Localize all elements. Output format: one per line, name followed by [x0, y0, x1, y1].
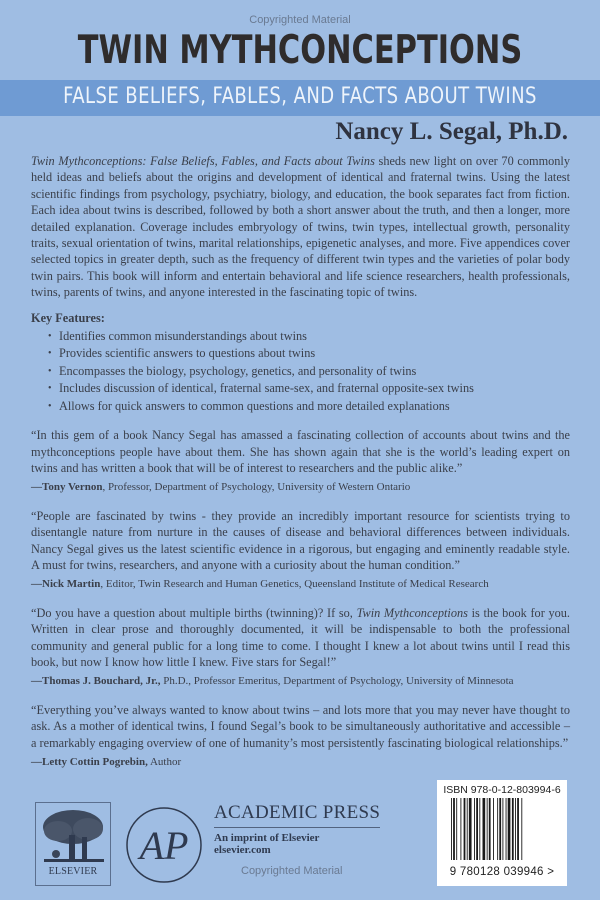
- barcode-bar: [456, 798, 457, 860]
- description-body: sheds new light on over 70 commonly held ideas and beliefs about the origins and development of identical and fraternal twins. Using the latest scientific findings from psychology, psychiatry, biology, and education, the book separates fact from fiction. Each idea about twins is described, followed by both a short answer about the truth, and then a longer, more detailed explanation. Coverage includes embryology of twins, twin types, intellectual growth, personality traits, sexual orientation of twins, marital relationships, epigenetic analyses, and more. Five appendices cover selected topics in greater depth, such as the frequency of different twin types and the varieties of polar body twin pairs. This book will inform and entertain behavioral and life science researchers, health professionals, twins, parents of twins, and anyone interested in the fascinating topic of twins.: [31, 154, 570, 300]
- barcode-bar: [508, 798, 511, 860]
- description: [31, 153, 570, 301]
- isbn-label: ISBN 978-0-12-803994-6: [443, 784, 561, 796]
- feature-item: • Encompasses the biology, psychology, genetics, and personality of twins: [49, 363, 570, 380]
- endorsement-attribution: [31, 673, 570, 689]
- quote-italic-title: Twin Mythconceptions: [356, 605, 468, 620]
- back-cover-content: [31, 153, 570, 770]
- barcode-bar: [451, 798, 452, 860]
- feature-item: • Identifies common misunderstandings about twins: [49, 328, 570, 345]
- endorsement-quote: “People are fascinated by twins - they provide an incredibly important resource for scientists trying to disentangle nature from nurture in the causes of disease and behavioral differences between individuals. Nancy Segal gives us the latest scientific evidence in a rigorous, but engaging and eminently readable style. A must for twins, researchers, and anyone with a curiosity about the human condition.”: [31, 508, 570, 572]
- barcode-bar: [499, 798, 501, 860]
- endorser-name: —Letty Cottin Pogrebin,: [31, 756, 148, 768]
- endorser-name: —Thomas J. Bouchard, Jr.,: [31, 675, 161, 688]
- elsevier-logo: [35, 802, 111, 886]
- barcode-bar: [512, 798, 514, 860]
- endorsement-attribution: [31, 754, 570, 770]
- elsevier-logo-text: ELSEVIER: [48, 866, 98, 877]
- barcode-bar: [521, 798, 522, 860]
- book-subtitle: FALSE BELIEFS, FABLES, AND FACTS ABOUT TWINS: [63, 84, 537, 109]
- endorser-affiliation: Author: [147, 756, 182, 768]
- ap-monogram: AP: [139, 823, 189, 868]
- barcode-bar: [464, 798, 466, 860]
- endorser-affiliation: , Editor, Twin Research and Human Genetics, Queensland Institute of Medical Research: [100, 578, 489, 591]
- endorsement-quote: “In this gem of a book Nancy Segal has amassed a fascinating collection of accounts about twins and the mythconceptions people have about them. She has shown again that she is the world’s leading expert on twins and has written a book that will be of interest to researchers and the public alike.”: [31, 428, 570, 475]
- barcode-bar: [497, 798, 498, 860]
- barcode-bar: [453, 798, 455, 860]
- endorser-name: —Tony Vernon: [31, 481, 103, 494]
- feature-item: • Includes discussion of identical, fraternal same-sex, and fraternal opposite-sex twins: [49, 380, 570, 397]
- barcode-digits: 9 780128 039946 >: [449, 866, 555, 878]
- copyright-notice-top: Copyrighted Material: [249, 14, 351, 26]
- key-features-list: [31, 328, 570, 415]
- tree-icon: [36, 807, 110, 867]
- publisher-info: [214, 802, 380, 856]
- description-italic-title: Twin Mythconceptions: False Beliefs, Fables, and Facts about Twins: [31, 154, 375, 168]
- book-title: TWIN MYTHCONCEPTIONS: [77, 28, 523, 73]
- barcode-bar: [474, 798, 475, 860]
- isbn-barcode-box: [437, 780, 567, 886]
- feature-item: • Allows for quick answers to common questions and more detailed explanations: [49, 398, 570, 415]
- key-features-heading: Key Features:: [31, 310, 105, 325]
- barcode-bar: [476, 798, 478, 860]
- publisher-imprint: An imprint of Elsevier: [214, 832, 320, 844]
- endorsement-attribution: [31, 576, 570, 592]
- publisher-url: elsevier.com: [214, 844, 271, 856]
- quote-text: “Do you have a question about multiple births (twinning)? If so,: [31, 605, 357, 620]
- endorsement-attribution: [31, 479, 570, 495]
- endorsement-quote: “Everything you’ve always wanted to know about twins – and lots more that you may never have thought to ask. As a mother of identical twins, I found Segal’s book to be simultaneously authoritative and accessible – a remarkably engaging overview of one of humanity’s most persistently fascinating biological relationships.”: [31, 702, 570, 750]
- barcode: [445, 798, 560, 868]
- barcode-bar: [483, 798, 486, 860]
- ap-monogram-icon: [125, 806, 203, 884]
- endorsement-quote: [31, 605, 570, 671]
- barcode-bar: [502, 798, 503, 860]
- publisher-footer: [0, 780, 600, 900]
- copyright-notice-bottom: Copyrighted Material: [241, 865, 343, 877]
- barcode-bar: [467, 798, 468, 860]
- endorser-name: —Nick Martin: [31, 578, 101, 591]
- academic-press-logo: [125, 806, 203, 884]
- author-name: Nancy L. Segal, Ph.D.: [335, 118, 568, 145]
- barcode-bar: [469, 798, 472, 860]
- barcode-bar: [489, 798, 491, 860]
- endorser-affiliation: Ph.D., Professor Emeritus, Department of Psychology, University of Minnesota: [160, 675, 514, 688]
- barcode-bar: [493, 798, 494, 860]
- barcode-bar: [515, 798, 516, 860]
- publisher-name: ACADEMIC PRESS: [214, 802, 380, 828]
- endorser-affiliation: , Professor, Department of Psychology, University of Western Ontario: [102, 481, 411, 494]
- barcode-bar: [460, 798, 461, 860]
- barcode-bar: [517, 798, 519, 860]
- feature-item: • Provides scientific answers to questions about twins: [49, 345, 570, 362]
- quote-text: is the book for you. Written in clear prose and thoroughly documented, it will be indispensable to both the professional community and general public for a long time to come. I thought I knew a lot about twins until I read this book, but now I know how little I knew. Five stars for Segal!”: [31, 605, 570, 669]
- barcode-bar: [479, 798, 480, 860]
- barcode-bar: [487, 798, 488, 860]
- barcode-bar: [506, 798, 507, 860]
